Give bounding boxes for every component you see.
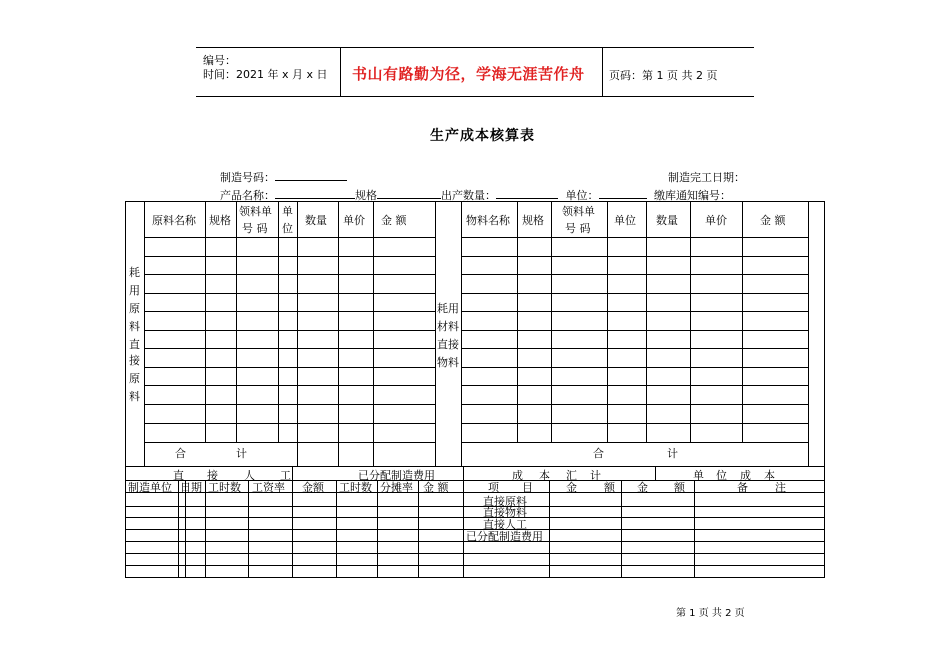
serial-label: 编号： xyxy=(203,54,236,67)
svg-text:额: 额 xyxy=(604,481,615,494)
svg-text:料: 料 xyxy=(129,320,140,333)
lower-items xyxy=(466,494,543,543)
mat-total-1: 合 xyxy=(593,447,604,460)
svg-text:额: 额 xyxy=(674,481,685,494)
header-mat-req-no: 号 码 xyxy=(565,222,591,235)
motto-text: 书山有路勤为径，学海无涯苦作舟 xyxy=(352,65,585,83)
product-name-label: 产品名称： xyxy=(220,189,275,202)
header-raw-req-no: 号 码 xyxy=(242,222,268,235)
svg-text:注: 注 xyxy=(775,481,786,494)
material-side-label xyxy=(437,301,459,369)
item-allocated-overhead: 已分配制造费用 xyxy=(466,530,543,543)
unit-label: 单位： xyxy=(565,189,599,202)
svg-text:原: 原 xyxy=(129,302,140,315)
header-raw-spec: 规格 xyxy=(209,214,231,227)
mfg-no-label: 制造号码： xyxy=(220,171,275,184)
svg-text:原: 原 xyxy=(129,372,140,385)
svg-text:汇: 汇 xyxy=(566,469,577,482)
header-raw-qty: 数量 xyxy=(305,214,327,227)
svg-text:本: 本 xyxy=(539,469,550,482)
svg-text:目: 目 xyxy=(522,481,533,494)
stock-notice-label: 缴库通知编号： xyxy=(654,189,731,202)
header-raw-unit1: 单 xyxy=(282,205,293,218)
svg-text:耗用: 耗用 xyxy=(437,302,459,315)
material-headers xyxy=(466,204,786,235)
header-mat-req: 领料单 xyxy=(562,205,595,218)
svg-text:人: 人 xyxy=(244,469,255,482)
svg-text:耗: 耗 xyxy=(129,266,140,279)
mat-total-2: 计 xyxy=(667,447,678,460)
svg-text:材料: 材料 xyxy=(437,320,459,333)
svg-text:直: 直 xyxy=(173,469,184,482)
svg-text:工: 工 xyxy=(280,469,291,482)
svg-text:成: 成 xyxy=(512,469,523,482)
header-mat-qty: 数量 xyxy=(656,214,678,227)
header-mat-unit: 单位 xyxy=(614,214,636,227)
svg-text:制造单位: 制造单位 xyxy=(128,481,172,494)
raw-total-1: 合 xyxy=(175,447,186,460)
header-raw-unit2: 位 xyxy=(282,222,293,235)
raw-headers xyxy=(152,204,407,235)
svg-text:日期: 日期 xyxy=(180,481,202,494)
output-qty-label: 出产数量： xyxy=(441,189,496,202)
svg-text:本: 本 xyxy=(764,469,775,482)
header-raw-price: 单价 xyxy=(343,214,365,227)
svg-text:金额: 金额 xyxy=(302,481,324,494)
svg-text:接: 接 xyxy=(207,469,218,482)
finish-date-label: 制造完工日期： xyxy=(668,171,745,184)
header-mat-amount: 金 额 xyxy=(760,214,786,227)
page-footer: 第 1 页 共 2 页 xyxy=(676,608,745,619)
lower-sub-headers xyxy=(128,480,786,494)
svg-text:工时数: 工时数 xyxy=(339,481,372,494)
time-label: 时间：2021 年 x 月 x 日 xyxy=(203,68,328,81)
svg-text:已分配制造费用: 已分配制造费用 xyxy=(358,469,435,482)
svg-text:项: 项 xyxy=(488,481,499,494)
raw-total-2: 计 xyxy=(236,447,247,460)
svg-text:金: 金 xyxy=(637,481,648,494)
svg-text:位: 位 xyxy=(716,469,727,482)
header-raw-req: 领料单 xyxy=(239,205,272,218)
svg-text:工资率: 工资率 xyxy=(252,481,285,494)
header-mat-spec: 规格 xyxy=(522,214,544,227)
svg-text:单: 单 xyxy=(693,469,704,482)
svg-text:直: 直 xyxy=(129,338,140,351)
svg-text:直接: 直接 xyxy=(437,338,459,351)
svg-text:金: 金 xyxy=(566,481,577,494)
svg-text:用: 用 xyxy=(129,284,140,297)
svg-text:成: 成 xyxy=(740,469,751,482)
item-direct-material: 直接物料 xyxy=(483,506,527,519)
item-direct-labor: 直接人工 xyxy=(483,518,527,531)
raw-side-label xyxy=(129,265,140,403)
svg-text:金 额: 金 额 xyxy=(423,481,449,494)
spec-label: 规格 xyxy=(355,189,377,202)
svg-text:计: 计 xyxy=(590,469,601,482)
svg-text:接: 接 xyxy=(129,354,140,367)
svg-text:工时数: 工时数 xyxy=(208,481,241,494)
page-label: 页码：第 1 页 共 2 页 xyxy=(609,69,718,82)
svg-text:物料: 物料 xyxy=(437,356,459,369)
svg-text:分摊率: 分摊率 xyxy=(380,481,413,494)
header-mat-name: 物料名称 xyxy=(466,214,510,227)
item-direct-raw: 直接原料 xyxy=(483,495,527,508)
svg-text:备: 备 xyxy=(737,481,748,494)
header-raw-name: 原料名称 xyxy=(152,214,196,227)
lower-group-headers xyxy=(173,468,775,482)
header-mat-price: 单价 xyxy=(705,214,727,227)
svg-text:料: 料 xyxy=(129,390,140,403)
header-raw-amount: 金 额 xyxy=(381,214,407,227)
page-title: 生产成本核算表 xyxy=(430,128,535,144)
